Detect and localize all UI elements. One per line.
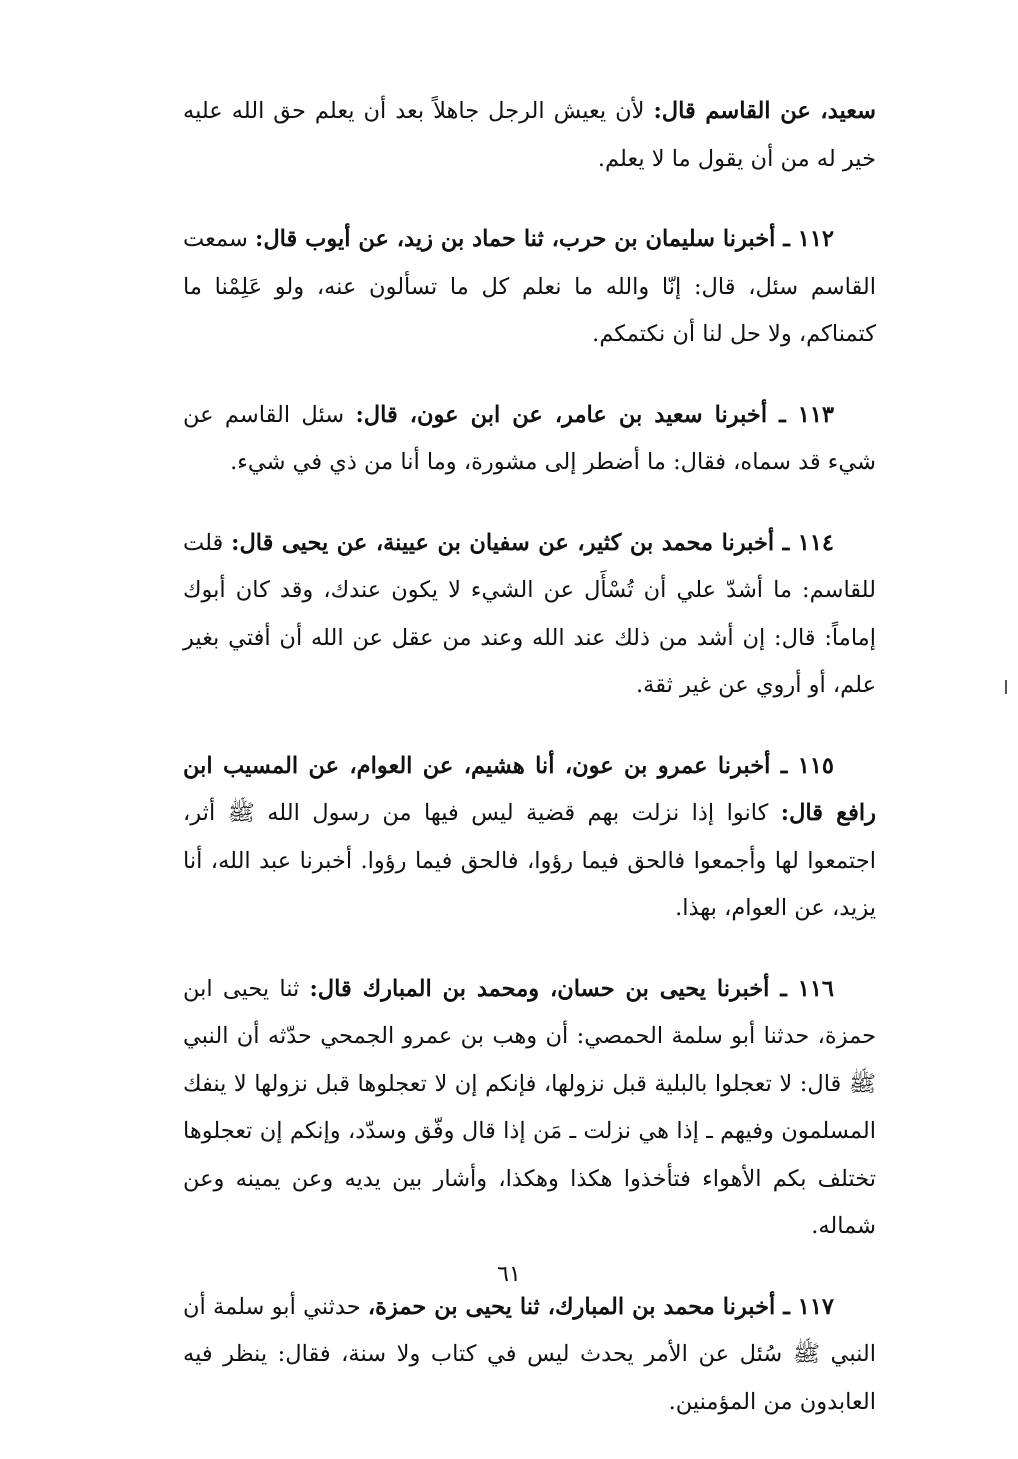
paragraph-number: ١١٧ ـ (783, 1293, 834, 1320)
paragraph-number: ١١٣ ـ (779, 401, 834, 428)
paragraph-117 (183, 1284, 876, 1427)
paragraph-112 (183, 216, 876, 359)
paragraph-lead: سعيد، عن القاسم قال: (653, 98, 876, 124)
paragraph-lead: أخبرنا سليمان بن حرب، ثنا حماد بن زيد، عن أيوب قال: (255, 226, 784, 252)
paragraph-113 (183, 392, 876, 487)
paragraph-number: ١١٦ ـ (780, 975, 834, 1002)
paragraph-body: ثنا يحيى ابن حمزة، حدثنا أبو سلمة الحمصي: أن وهب بن عمرو الجمحي حدّثه أن النبي ﷺ قال: لا تعجلوا بالبلية قبل نزولها، فإنكم إن لا تعجلوها قبل نزولها لا ينفك المسلمون وفيهم ـ إذا هي نزلت ـ مَن إذا قال وفّق وسدّد، وإنكم إن تعجلوها تختلف بكم الأهواء فتأخذوا هكذا وهكذا، وأشار بين يديه وعن يمينه وعن شماله. (183, 975, 876, 1239)
paragraph-number: ١١٢ ـ (783, 226, 834, 252)
text-block (183, 88, 876, 1459)
paragraph-intro (183, 88, 876, 183)
paragraph-lead: أخبرنا يحيى بن حسان، ومحمد بن المبارك قال: (309, 975, 781, 1002)
paragraph-body: سمعت القاسم سئل، قال: إنّا والله ما نعلم كل ما تسألون عنه، ولو عَلِمْنا ما كتمناكم، ولا حل لنا أن نكتمكم. (183, 226, 876, 347)
paragraph-body: كانوا إذا نزلت بهم قضية ليس فيها من رسول الله ﷺ أثر، اجتمعوا لها وأجمعوا فالحق فيما رؤوا، فالحق فيما رؤوا. أخبرنا عبد الله، أنا يزيد، عن العوام، بهذا. (183, 800, 876, 921)
paragraph-114 (183, 520, 876, 710)
paragraph-body: لأن يعيش الرجل جاهلاً بعد أن يعلم حق الله عليه خير له من أن يقول ما لا يعلم. (183, 98, 876, 172)
paragraph-body: سئل القاسم عن شيء قد سماه، فقال: ما أضطر إلى مشورة، وما أنا من ذي في شيء. (183, 401, 876, 475)
paragraph-body: قلت للقاسم: ما أشدّ علي أن تُسْأَل عن الشيء لا يكون عندك، وقد كان أبوك إماماً: قال: إن أشد من ذلك عند الله وعند من عقل عن الله أن أفتي بغير علم، أو أروي عن غير ثقة. (183, 529, 876, 698)
paragraph-lead: أخبرنا عمرو بن عون، أنا هشيم، عن العوام، عن المسيب ابن رافع قال: (183, 752, 876, 826)
paragraph-lead: أخبرنا محمد بن المبارك، ثنا يحيى بن حمزة، (367, 1293, 784, 1320)
paragraph-lead: أخبرنا محمد بن كثير، عن سفيان بن عيينة، عن يحيى قال: (231, 529, 783, 556)
paragraph-lead: أخبرنا سعيد بن عامر، عن ابن عون، قال: (355, 401, 780, 428)
scan-edge-mark (1005, 680, 1007, 694)
paragraph-body: حدثني أبو سلمة أن النبي ﷺ سُئل عن الأمر يحدث ليس في كتاب ولا سنة، فقال: ينظر فيه العابدون من المؤمنين. (183, 1293, 876, 1415)
paragraph-number: ١١٥ ـ (780, 752, 834, 779)
paragraph-115 (183, 743, 876, 933)
paragraph-116 (183, 966, 876, 1251)
paragraph-number: ١١٤ ـ (782, 529, 834, 556)
page-number: ٦١ (497, 1262, 521, 1287)
